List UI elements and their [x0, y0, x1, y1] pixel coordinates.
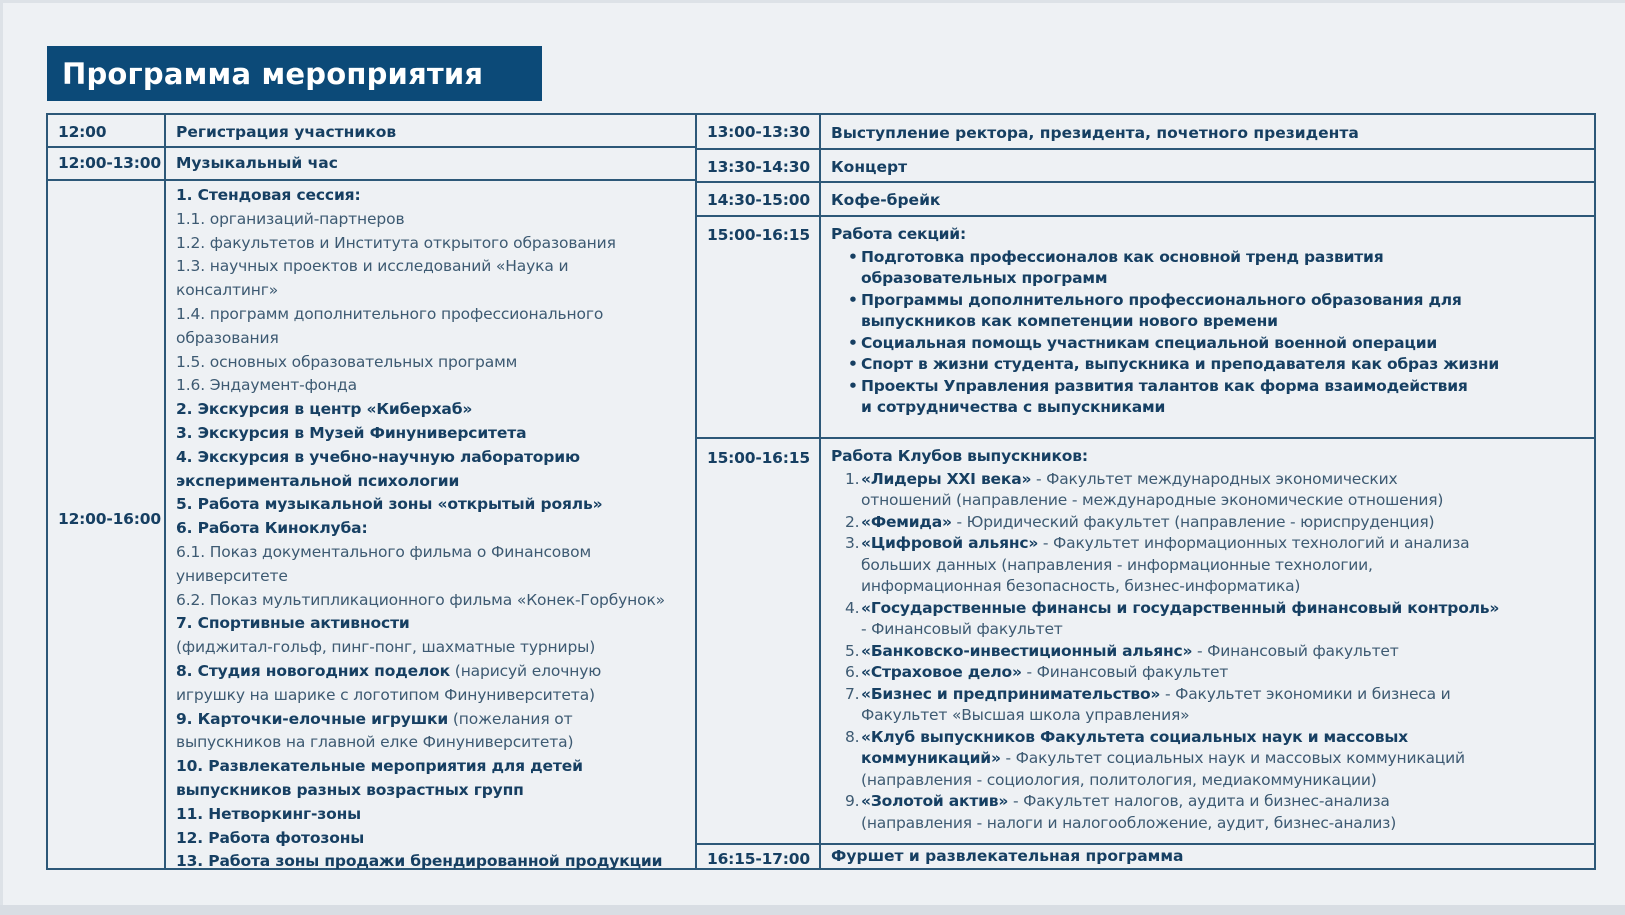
- event-cell: Регистрация участников: [164, 115, 695, 146]
- activity-detail: 6.1. Показ документального фильма о Финансовом: [176, 542, 592, 561]
- club-faculty: - Финансовый факультет: [1192, 641, 1399, 660]
- club-line: [861, 662, 1586, 684]
- time-cell: 16:15-17:00: [707, 850, 810, 868]
- time-cell: 14:30-15:00: [707, 191, 810, 209]
- event-cell: Фуршет и развлекательная программа: [819, 845, 1594, 868]
- activity-detail: 6.2. Показ мультипликационного фильма «Конек-Горбунок»: [176, 590, 666, 609]
- activity-line: [176, 636, 687, 660]
- section-item-line: Проекты Управления развития талантов как форма взаимодействия: [861, 376, 1468, 395]
- table-row-sections: [697, 217, 1594, 439]
- club-line: [861, 555, 1586, 577]
- club-number: 6.: [845, 663, 860, 681]
- activity-line: [176, 779, 687, 803]
- activity-line: [176, 255, 687, 279]
- activity-line: [176, 327, 687, 351]
- club-line: [861, 641, 1586, 663]
- club-name: коммуникаций»: [861, 749, 1001, 767]
- club-name: «Государственные финансы и государственный финансовый контроль»: [861, 598, 1500, 617]
- table-row: [697, 845, 1594, 868]
- activity-line: [176, 565, 687, 589]
- club-faculty: информационная безопасность, бизнес-информатика): [861, 577, 1301, 595]
- schedule-table-left: [46, 113, 697, 870]
- activity-title: 1. Стендовая сессия:: [176, 186, 361, 204]
- activity-title: 7. Спортивные активности: [176, 614, 410, 633]
- club-line: [861, 748, 1586, 770]
- table-row: [697, 150, 1594, 183]
- activity-line: [176, 184, 687, 208]
- section-item: [831, 290, 1586, 333]
- club-item: [831, 641, 1586, 663]
- section-item-line: и сотрудничества с выпускниками: [861, 398, 1166, 416]
- activity-detail: консалтинг»: [176, 281, 279, 300]
- time-cell: 13:30-14:30: [707, 158, 810, 176]
- activity-detail: 1.5. основных образовательных программ: [176, 352, 518, 371]
- activity-title: 4. Экскурсия в учебно-научную лабораторию: [176, 447, 580, 466]
- club-line: [861, 490, 1586, 512]
- activity-detail: игрушку на шарике с логотипом Финуниверситета): [176, 685, 595, 704]
- activity-detail: 1.3. научных проектов и исследований «Наука и: [176, 257, 569, 276]
- club-line: [861, 576, 1586, 598]
- club-name: «Страховое дело»: [861, 663, 1022, 681]
- club-line: [861, 684, 1586, 706]
- section-item: [831, 354, 1586, 376]
- activity-title: 5. Работа музыкальной зоны «открытый рояль»: [176, 495, 603, 514]
- club-line: [861, 619, 1586, 641]
- sections-cell: [819, 217, 1594, 437]
- activity-line: [176, 374, 687, 398]
- activity-line: [176, 303, 687, 327]
- activity-detail: 1.4. программ дополнительного профессионального: [176, 304, 604, 323]
- event-cell: Концерт: [819, 150, 1594, 181]
- activity-detail: 1.2. факультетов и Института открытого образования: [176, 233, 616, 252]
- schedule-table-right: [695, 113, 1596, 870]
- activity-title: 9. Карточки-елочные игрушки: [176, 709, 449, 728]
- club-line: [861, 727, 1586, 749]
- club-number: 4.: [845, 598, 860, 617]
- table-row: [697, 183, 1594, 217]
- activity-line: [176, 398, 687, 422]
- section-item-line: Социальная помощь участникам специальной военной операции: [861, 333, 1438, 352]
- club-item: [831, 684, 1586, 727]
- table-row: [48, 148, 695, 181]
- clubs-heading: Работа Клубов выпускников:: [831, 447, 1088, 465]
- club-faculty: - Финансовый факультет: [1021, 663, 1229, 681]
- club-line: [861, 813, 1586, 835]
- club-faculty: Факультет «Высшая школа управления»: [861, 706, 1190, 724]
- section-item-line: выпускников как компетенции нового времени: [861, 312, 1278, 330]
- activity-title: 8. Студия новогодних поделок: [176, 661, 451, 680]
- page-title: Программа мероприятия: [47, 46, 542, 101]
- club-faculty: - Факультет информационных технологий и анализа: [1038, 534, 1470, 552]
- section-item: [831, 247, 1586, 290]
- section-item: [831, 333, 1586, 355]
- club-faculty: больших данных (направления - информационные технологии,: [861, 555, 1373, 574]
- activity-line: [176, 827, 687, 851]
- club-number: 3.: [845, 534, 860, 552]
- clubs-list: [831, 469, 1586, 835]
- sections-heading: Работа секций:: [831, 225, 966, 243]
- club-faculty: - Факультет налогов, аудита и бизнес-анализа: [1008, 792, 1390, 810]
- time-cell: 12:00: [58, 123, 107, 141]
- club-line: [861, 770, 1586, 792]
- section-item: [831, 376, 1586, 419]
- activity-title: 3. Экскурсия в Музей Финуниверситета: [176, 423, 527, 442]
- sections-list: [831, 247, 1586, 419]
- activity-detail: университете: [176, 566, 288, 585]
- table-row: [697, 115, 1594, 150]
- club-faculty: - Факультет международных экономических: [1031, 469, 1398, 488]
- club-name: «Лидеры XXI века»: [861, 469, 1032, 488]
- time-cell: 12:00-13:00: [58, 154, 161, 172]
- activity-title: 12. Работа фотозоны: [176, 828, 365, 847]
- clubs-cell: [819, 439, 1594, 843]
- club-number: 9.: [845, 792, 860, 810]
- club-faculty: отношений (направление - международные экономические отношения): [861, 491, 1444, 509]
- activity-line: [176, 803, 687, 827]
- club-number: 2.: [845, 512, 860, 531]
- club-item: [831, 469, 1586, 512]
- club-number: 7.: [845, 684, 860, 703]
- club-item: [831, 533, 1586, 598]
- activity-line: [176, 708, 687, 732]
- activity-detail: 1.6. Эндаумент-фонда: [176, 376, 357, 395]
- club-item: [831, 512, 1586, 534]
- activity-line: [176, 517, 687, 541]
- time-cell: 12:00-16:00: [58, 509, 161, 528]
- activity-line: [176, 660, 687, 684]
- activity-title: 13. Работа зоны продажи брендированной продукции: [176, 852, 663, 871]
- club-number: 5.: [845, 641, 860, 660]
- activity-detail: 1.1. организаций-партнеров: [176, 209, 405, 228]
- section-item-line: Спорт в жизни студента, выпускника и преподавателя как образ жизни: [861, 355, 1500, 373]
- activity-line: [176, 589, 687, 613]
- activity-line: [176, 541, 687, 565]
- activity-line: [176, 684, 687, 708]
- club-faculty: - Факультет социальных наук и массовых коммуникаций: [1000, 749, 1465, 767]
- club-item: [831, 791, 1586, 834]
- activity-line: [176, 850, 687, 874]
- activity-line: [176, 351, 687, 375]
- club-faculty: - Финансовый факультет: [861, 620, 1063, 638]
- club-name: «Золотой актив»: [861, 792, 1009, 810]
- activity-line: [176, 612, 687, 636]
- activity-title: 10. Развлекательные мероприятия для детей: [176, 757, 583, 776]
- bullet-icon: •: [848, 376, 858, 395]
- bullet-icon: •: [848, 355, 858, 373]
- club-number: 8.: [845, 727, 860, 746]
- activity-detail: (фиджитал-гольф, пинг-понг, шахматные турниры): [176, 638, 596, 657]
- club-item: [831, 662, 1586, 684]
- table-row-clubs: [697, 439, 1594, 845]
- activity-line: [176, 493, 687, 517]
- activity-detail: выпускников на главной елке Финуниверситета): [176, 733, 574, 752]
- club-name: «Цифровой альянс»: [861, 534, 1039, 552]
- club-name: «Бизнес и предпринимательство»: [861, 684, 1161, 703]
- activity-line: [176, 755, 687, 779]
- club-item: [831, 727, 1586, 792]
- time-cell: 13:00-13:30: [707, 123, 810, 141]
- activity-line: [176, 446, 687, 470]
- section-item-line: Подготовка профессионалов как основной тренд развития: [861, 247, 1384, 266]
- bullet-icon: •: [848, 333, 858, 352]
- bottom-strip: [0, 905, 1625, 915]
- club-line: [861, 791, 1586, 813]
- time-cell: 15:00-16:15: [707, 226, 810, 244]
- section-item-line: образовательных программ: [861, 269, 1108, 287]
- activity-detail: образования: [176, 328, 279, 347]
- event-cell: Музыкальный час: [164, 148, 695, 179]
- section-item-line: Программы дополнительного профессионального образования для: [861, 290, 1462, 309]
- club-line: [861, 533, 1586, 555]
- event-cell: Кофе-брейк: [819, 183, 1594, 215]
- activity-title: выпускников разных возрастных групп: [176, 780, 524, 799]
- club-item: [831, 598, 1586, 641]
- activity-detail: (нарисуй елочную: [450, 661, 602, 680]
- club-name: «Фемида»: [861, 512, 952, 531]
- activity-title: 2. Экскурсия в центр «Киберхаб»: [176, 400, 473, 419]
- club-line: [861, 598, 1586, 620]
- table-row: [48, 115, 695, 148]
- club-number: 1.: [845, 469, 860, 488]
- bullet-icon: •: [848, 247, 858, 266]
- time-cell: 15:00-16:15: [707, 449, 810, 467]
- bullet-icon: •: [848, 290, 858, 309]
- activity-title: экспериментальной психологии: [176, 471, 460, 490]
- activity-title: 6. Работа Киноклуба:: [176, 519, 368, 538]
- club-faculty: (направления - налоги и налогообложение, аудит, бизнес-анализ): [861, 813, 1397, 832]
- activity-line: [176, 422, 687, 446]
- activity-detail: (пожелания от: [448, 709, 573, 728]
- club-faculty: (направления - социология, политология, медиакоммуникации): [861, 770, 1377, 789]
- activity-line: [176, 232, 687, 256]
- main-block-activities: [164, 181, 695, 871]
- club-name: «Клуб выпускников Факультета социальных наук и массовых: [861, 727, 1408, 746]
- activity-line: [176, 208, 687, 232]
- activity-title: 11. Нетворкинг-зоны: [176, 804, 362, 823]
- activity-line: [176, 731, 687, 755]
- club-line: [861, 469, 1586, 491]
- club-faculty: - Факультет экономики и бизнеса и: [1160, 684, 1451, 703]
- table-row-main-block: [48, 181, 695, 871]
- club-name: «Банковско-инвестиционный альянс»: [861, 641, 1193, 660]
- event-cell: Выступление ректора, президента, почетного президента: [819, 115, 1594, 148]
- club-line: [861, 512, 1586, 534]
- club-faculty: - Юридический факультет (направление - юриспруденция): [951, 512, 1435, 531]
- club-line: [861, 705, 1586, 727]
- activity-line: [176, 470, 687, 494]
- activity-line: [176, 279, 687, 303]
